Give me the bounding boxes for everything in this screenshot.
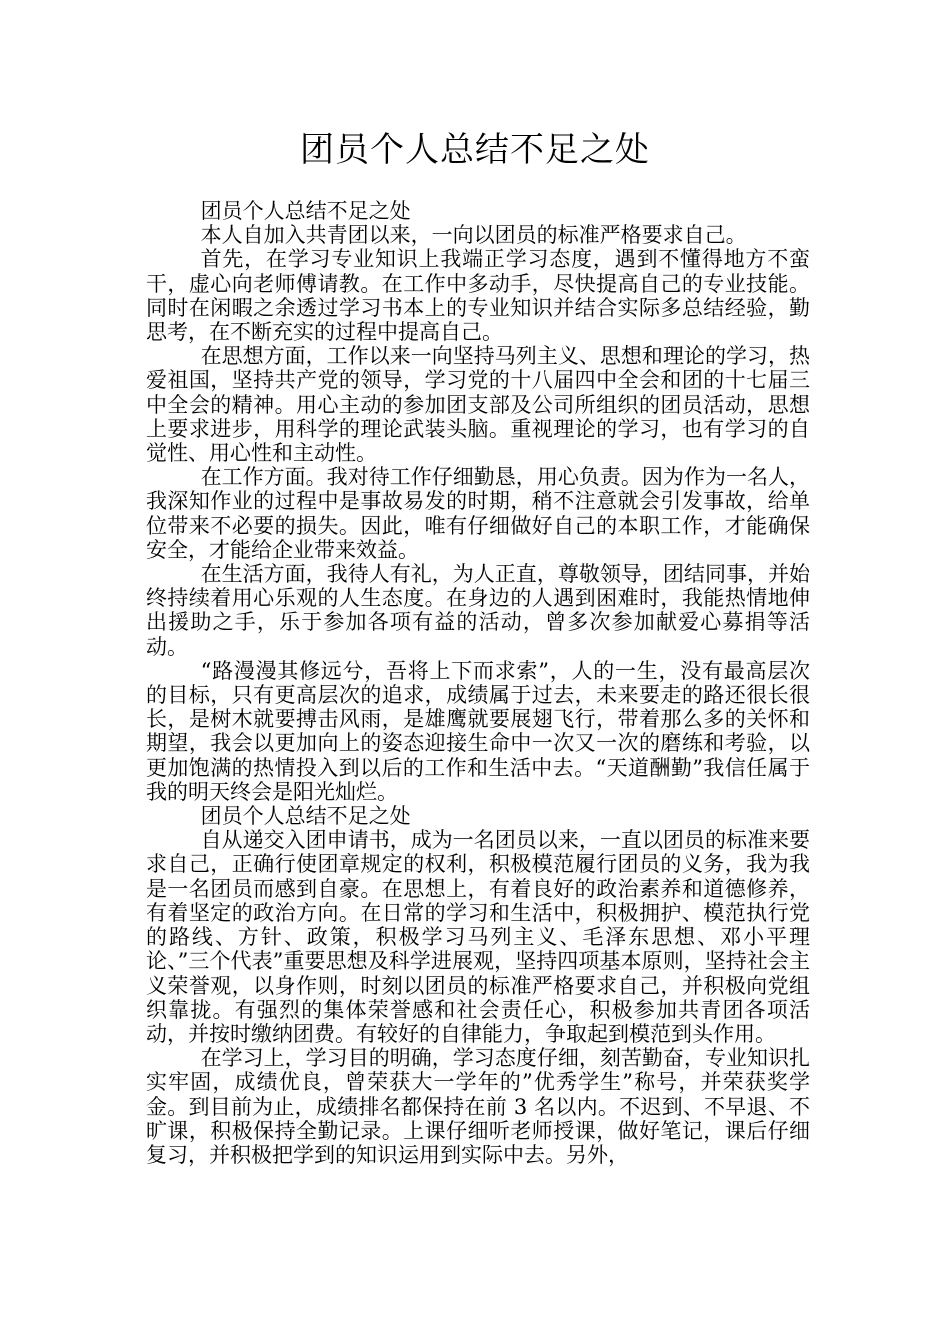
paragraph-subtitle-2: 团员个人总结不足之处	[200, 804, 411, 829]
paragraph-intro: 本人自加入共青团以来，一向以团员的标准严格要求自己。	[200, 223, 747, 248]
paragraph-study: 首先，在学习专业知识上我端正学习态度，遇到不懂得地方不蛮干，虚心向老师傅请教。在工作中多动手，尽快提高自己的专业技能。同时在闲暇之余透过学习书本上的专业知识并结合实际多总结经验，勤思考，在不断充实的过程中提高自己。	[146, 247, 810, 345]
paragraph-subtitle: 团员个人总结不足之处	[200, 199, 411, 223]
paragraph-ideology: 自从递交入团申请书，成为一名团员以来，一直以团员的标准来要求自己，正确行使团章规定的权利，积极模范履行团员的义务，我为我是一名团员而感到自豪。在思想上，有着良好的政治素养和道德修养，有着坚定的政治方向。在日常的学习和生活中，积极拥护、模范执行党的路线、方针、政策，积极学习马列主义、毛泽东思想、邓小平理论、”三个代表”重要思想及科学进展观，坚持四项基本原则，坚持社会主义荣誉观，以身作则，时刻以团员的标准严格要求自己，并积极向党组织靠拢。有强烈的集体荣誉感和社会责任心，积极参加共青团各项活动，并按时缴纳团费。有较好的自律能力，争取起到模范到头作用。	[146, 828, 810, 1046]
paragraph-thought: 在思想方面，工作以来一向坚持马列主义、思想和理论的学习，热爱祖国，坚持共产党的领导，学习党的十八届四中全会和团的十七届三中全会的精神。用心主动的参加团支部及公司所组织的团员活动，思想上要求进步，用科学的理论武装头脑。重视理论的学习，也有学习的自觉性、用心性和主动性。	[146, 344, 810, 466]
document-body	[146, 199, 810, 1167]
paragraph-work: 在工作方面。我对待工作仔细勤恳，用心负责。因为作为一名人，我深知作业的过程中是事故易发的时期，稍不注意就会引发事故，给单位带来不必要的损失。因此，唯有仔细做好自己的本职工作，才能确保安全，才能给企业带来效益。	[146, 465, 810, 562]
document-title: 团员个人总结不足之处	[300, 130, 650, 170]
paragraph-quote: “路漫漫其修远兮，吾将上下而求索”，人的一生，没有最高层次的目标，只有更高层次的追求，成绩属于过去，未来要走的路还很长很长，是树木就要搏击风雨，是雄鹰就要展翅飞行，带着那么多的关怀和期望，我会以更加向上的姿态迎接生命中一次又一次的磨练和考验，以更加饱满的热情投入到以后的工作和生活中去。“天道酬勤”我信任属于我的明天终会是阳光灿烂。	[146, 658, 810, 804]
paragraph-life: 在生活方面，我待人有礼，为人正直，尊敬领导，团结同事，并始终持续着用心乐观的人生态度。在身边的人遇到困难时，我能热情地伸出援助之手，乐于参加各项有益的活动，曾多次参加献爱心募捐等活动。	[146, 562, 810, 659]
paragraph-learning: 在学习上，学习目的明确，学习态度仔细，刻苦勤奋，专业知识扎实牢固，成绩优良，曾荣获大一学年的”优秀学生”称号，并荣获奖学金。到目前为止，成绩排名都保持在前 3 名以内。不迟到、不早退、不旷课，积极保持全勤记录。上课仔细听老师授课，做好笔记，课后仔细复习，并积极把学到的知识运用到实际中去。另外，	[146, 1046, 810, 1167]
